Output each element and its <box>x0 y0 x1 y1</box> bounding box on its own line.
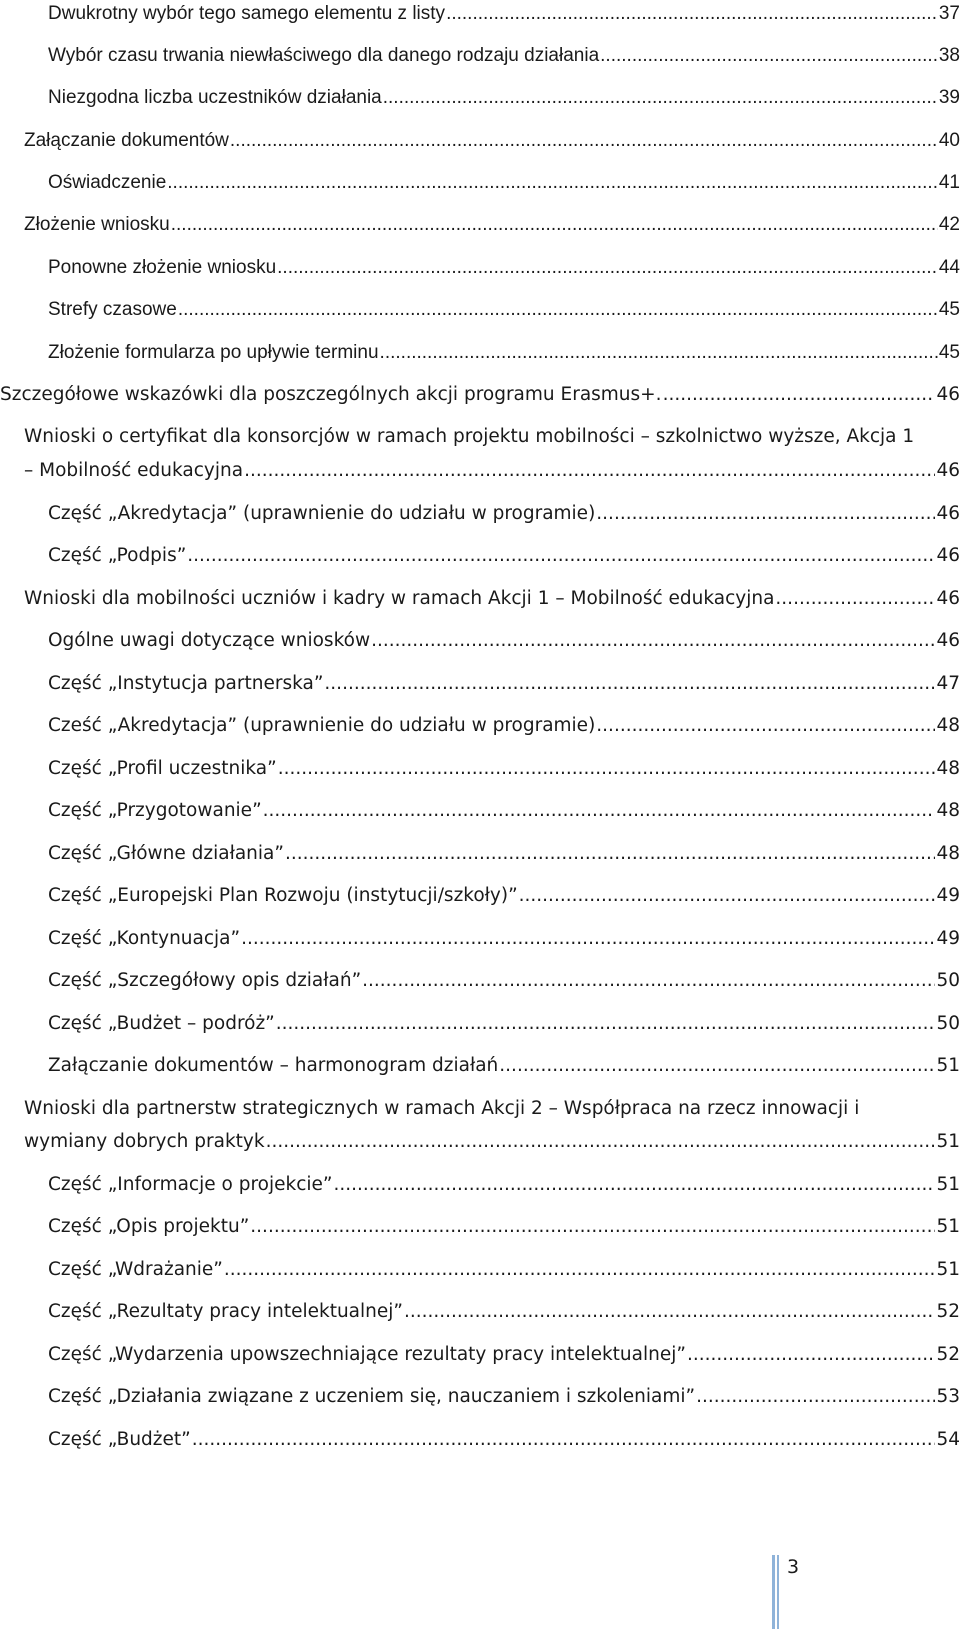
toc-entry[interactable] <box>48 1385 960 1409</box>
toc-entry[interactable] <box>48 256 960 280</box>
toc-entry[interactable] <box>0 383 960 407</box>
toc-dot-leader <box>371 629 935 653</box>
toc-entry[interactable] <box>24 459 960 483</box>
toc-entry[interactable] <box>48 86 960 110</box>
toc-page-number: 51 <box>936 1174 960 1195</box>
toc-entry-label: Szczegółowe wskazówki dla poszczególnych akcji programu Erasmus+. <box>0 384 662 405</box>
toc-dot-leader <box>241 927 935 951</box>
toc-entry-label: Część „Szczegółowy opis działań” <box>48 970 362 991</box>
toc-page-number: 40 <box>938 130 960 151</box>
toc-dot-leader <box>278 757 936 781</box>
toc-page-number: 39 <box>938 87 960 108</box>
toc-dot-leader <box>596 502 935 526</box>
toc-page-number: 46 <box>936 630 960 651</box>
toc-dot-leader <box>266 1130 936 1154</box>
toc-entry[interactable] <box>48 341 960 365</box>
toc-page-number: 51 <box>936 1131 960 1152</box>
toc-dot-leader <box>187 544 935 568</box>
toc-entry[interactable] <box>48 2 960 26</box>
toc-entry-label-line: Wnioski dla partnerstw strategicznych w ramach Akcji 2 – Współpraca na rzecz innowacji i <box>24 1098 860 1119</box>
toc-entry-label: Część „Kontynuacja” <box>48 928 241 949</box>
toc-page-number: 48 <box>936 758 960 779</box>
footer-divider <box>772 1555 775 1629</box>
toc-dot-leader <box>192 1428 936 1452</box>
toc-dot-leader <box>230 129 938 153</box>
toc-dot-leader <box>244 459 935 483</box>
toc-page-number: 48 <box>936 800 960 821</box>
toc-entry[interactable] <box>24 213 960 237</box>
toc-dot-leader <box>250 1215 935 1239</box>
toc-entry[interactable] <box>24 129 960 153</box>
toc-dot-leader <box>285 842 935 866</box>
toc-page-number: 42 <box>938 214 960 235</box>
toc-entry[interactable] <box>48 714 960 738</box>
toc-entry-label: Część „Wdrażanie” <box>48 1259 223 1280</box>
toc-entry-label: Część „Informacje o projekcie” <box>48 1174 333 1195</box>
toc-entry-label: Część „Akredytacja” (uprawnienie do udziału w programie) <box>48 503 596 524</box>
toc-page-number: 50 <box>936 970 960 991</box>
toc-entry-label: Wnioski dla mobilności uczniów i kadry w ramach Akcji 1 – Mobilność edukacyjna <box>24 588 775 609</box>
toc-dot-leader <box>404 1300 935 1324</box>
toc-page-number: 46 <box>936 588 960 609</box>
toc-page-number: 49 <box>936 928 960 949</box>
toc-entry[interactable] <box>48 1215 960 1239</box>
page-number: 3 <box>787 1556 800 1578</box>
toc-entry[interactable] <box>48 1258 960 1282</box>
toc-page-number: 45 <box>938 299 960 320</box>
toc-dot-leader <box>362 969 935 993</box>
toc-entry[interactable] <box>48 1300 960 1324</box>
toc-dot-leader <box>663 383 936 407</box>
toc-dot-leader <box>167 171 938 195</box>
toc-dot-leader <box>446 2 938 26</box>
toc-entry-label: Cześć „Akredytacja” (uprawnienie do udziału w programie) <box>48 715 596 736</box>
toc-dot-leader <box>380 341 938 365</box>
toc-entry-label: Ponowne złożenie wniosku <box>48 257 277 278</box>
toc-page-number: 46 <box>936 545 960 566</box>
toc-entry[interactable] <box>48 757 960 781</box>
toc-entry[interactable] <box>48 799 960 823</box>
toc-dot-leader <box>383 86 938 110</box>
toc-dot-leader <box>224 1258 936 1282</box>
toc-entry-label: Część „Przygotowanie” <box>48 800 262 821</box>
toc-entry-label: Ogólne uwagi dotyczące wniosków <box>48 630 371 651</box>
toc-entry-label: Oświadczenie <box>48 172 167 193</box>
toc-entry[interactable] <box>24 587 960 611</box>
toc-entry-label: Część „Instytucja partnerska” <box>48 673 324 694</box>
toc-entry[interactable] <box>48 1173 960 1197</box>
toc-entry-label: Część „Główne działania” <box>48 843 284 864</box>
toc-page-number: 46 <box>936 503 960 524</box>
toc-dot-leader <box>333 1173 935 1197</box>
toc-dot-leader <box>276 1012 936 1036</box>
toc-entry-label: Strefy czasowe <box>48 299 177 320</box>
toc-entry[interactable] <box>48 672 960 696</box>
toc-entry-label: Część „Wydarzenia upowszechniające rezultaty pracy intelektualnej” <box>48 1344 686 1365</box>
toc-entry-label: Część „Opis projektu” <box>48 1216 250 1237</box>
toc-entry[interactable] <box>48 298 960 322</box>
toc-entry-label-line: Wnioski o certyfikat dla konsorcjów w ramach projektu mobilności – szkolnictwo wyższe, Akcja 1 <box>24 426 915 447</box>
toc-dot-leader <box>687 1343 935 1367</box>
toc-entry-label: Załączanie dokumentów <box>24 130 229 151</box>
toc-page-number: 45 <box>938 342 960 363</box>
toc-entry[interactable] <box>48 171 960 195</box>
toc-page-number: 37 <box>938 3 960 24</box>
toc-dot-leader <box>519 884 936 908</box>
toc-entry-label: wymiany dobrych praktyk <box>24 1131 265 1152</box>
toc-entry[interactable] <box>48 884 960 908</box>
toc-entry[interactable] <box>48 44 960 68</box>
toc-entry-label: Złożenie formularza po upływie terminu <box>48 342 379 363</box>
toc-entry-label: Część „Budżet – podróż” <box>48 1013 275 1034</box>
toc-entry-label: Złożenie wniosku <box>24 214 170 235</box>
toc-dot-leader <box>596 714 935 738</box>
toc-dot-leader <box>263 799 936 823</box>
toc-page-number: 46 <box>936 460 960 481</box>
toc-entry-label: Część „Profil uczestnika” <box>48 758 277 779</box>
toc-page-number: 49 <box>936 885 960 906</box>
toc-entry[interactable] <box>48 969 960 993</box>
toc-entry[interactable] <box>24 1130 960 1154</box>
toc-entry[interactable] <box>48 927 960 951</box>
toc-entry-label: Część „Działania związane z uczeniem się, nauczaniem i szkoleniami” <box>48 1386 696 1407</box>
toc-entry[interactable] <box>48 544 960 568</box>
toc-dot-leader <box>178 298 938 322</box>
toc-dot-leader <box>600 44 938 68</box>
toc-page-number: 44 <box>938 257 960 278</box>
toc-page-number: 48 <box>936 715 960 736</box>
toc-entry-label: Dwukrotny wybór tego samego elementu z listy <box>48 3 446 24</box>
toc-dot-leader <box>499 1054 935 1078</box>
toc-page-number: 48 <box>936 843 960 864</box>
toc-entry-label: Część „Europejski Plan Rozwoju (instytucji/szkoły)” <box>48 885 518 906</box>
toc-entry[interactable] <box>48 1012 960 1036</box>
toc-page-number: 51 <box>936 1259 960 1280</box>
toc-entry-label: Załączanie dokumentów – harmonogram działań <box>48 1055 499 1076</box>
toc-entry[interactable] <box>48 1428 960 1452</box>
toc-entry-label: Część „Podpis” <box>48 545 187 566</box>
toc-dot-leader <box>277 256 938 280</box>
toc-page-number: 38 <box>938 45 960 66</box>
toc-page-number: 52 <box>936 1301 960 1322</box>
toc-page-number: 51 <box>936 1216 960 1237</box>
toc-entry-label: Część „Budżet” <box>48 1429 191 1450</box>
toc-page-number: 47 <box>936 673 960 694</box>
toc-entry-label: Wybór czasu trwania niewłaściwego dla danego rodzaju działania <box>48 45 600 66</box>
toc-dot-leader <box>171 213 938 237</box>
toc-entry-label: Niezgodna liczba uczestników działania <box>48 87 382 108</box>
toc-page-number: 53 <box>936 1386 960 1407</box>
footer-divider <box>777 1555 779 1629</box>
toc-entry[interactable] <box>48 502 960 526</box>
toc-dot-leader <box>775 587 935 611</box>
toc-entry[interactable] <box>48 842 960 866</box>
toc-dot-leader <box>696 1385 935 1409</box>
toc-entry[interactable] <box>48 1343 960 1367</box>
toc-entry[interactable] <box>48 1054 960 1078</box>
toc-page-number: 46 <box>936 384 960 405</box>
toc-page-number: 41 <box>938 172 960 193</box>
toc-page-number: 52 <box>936 1344 960 1365</box>
toc-entry-label: – Mobilność edukacyjna <box>24 460 244 481</box>
toc-page-number: 54 <box>936 1429 960 1450</box>
toc-entry-label: Część „Rezultaty pracy intelektualnej” <box>48 1301 403 1322</box>
toc-page-number: 50 <box>936 1013 960 1034</box>
toc-page-number: 51 <box>936 1055 960 1076</box>
toc-dot-leader <box>324 672 935 696</box>
toc-entry[interactable] <box>48 629 960 653</box>
